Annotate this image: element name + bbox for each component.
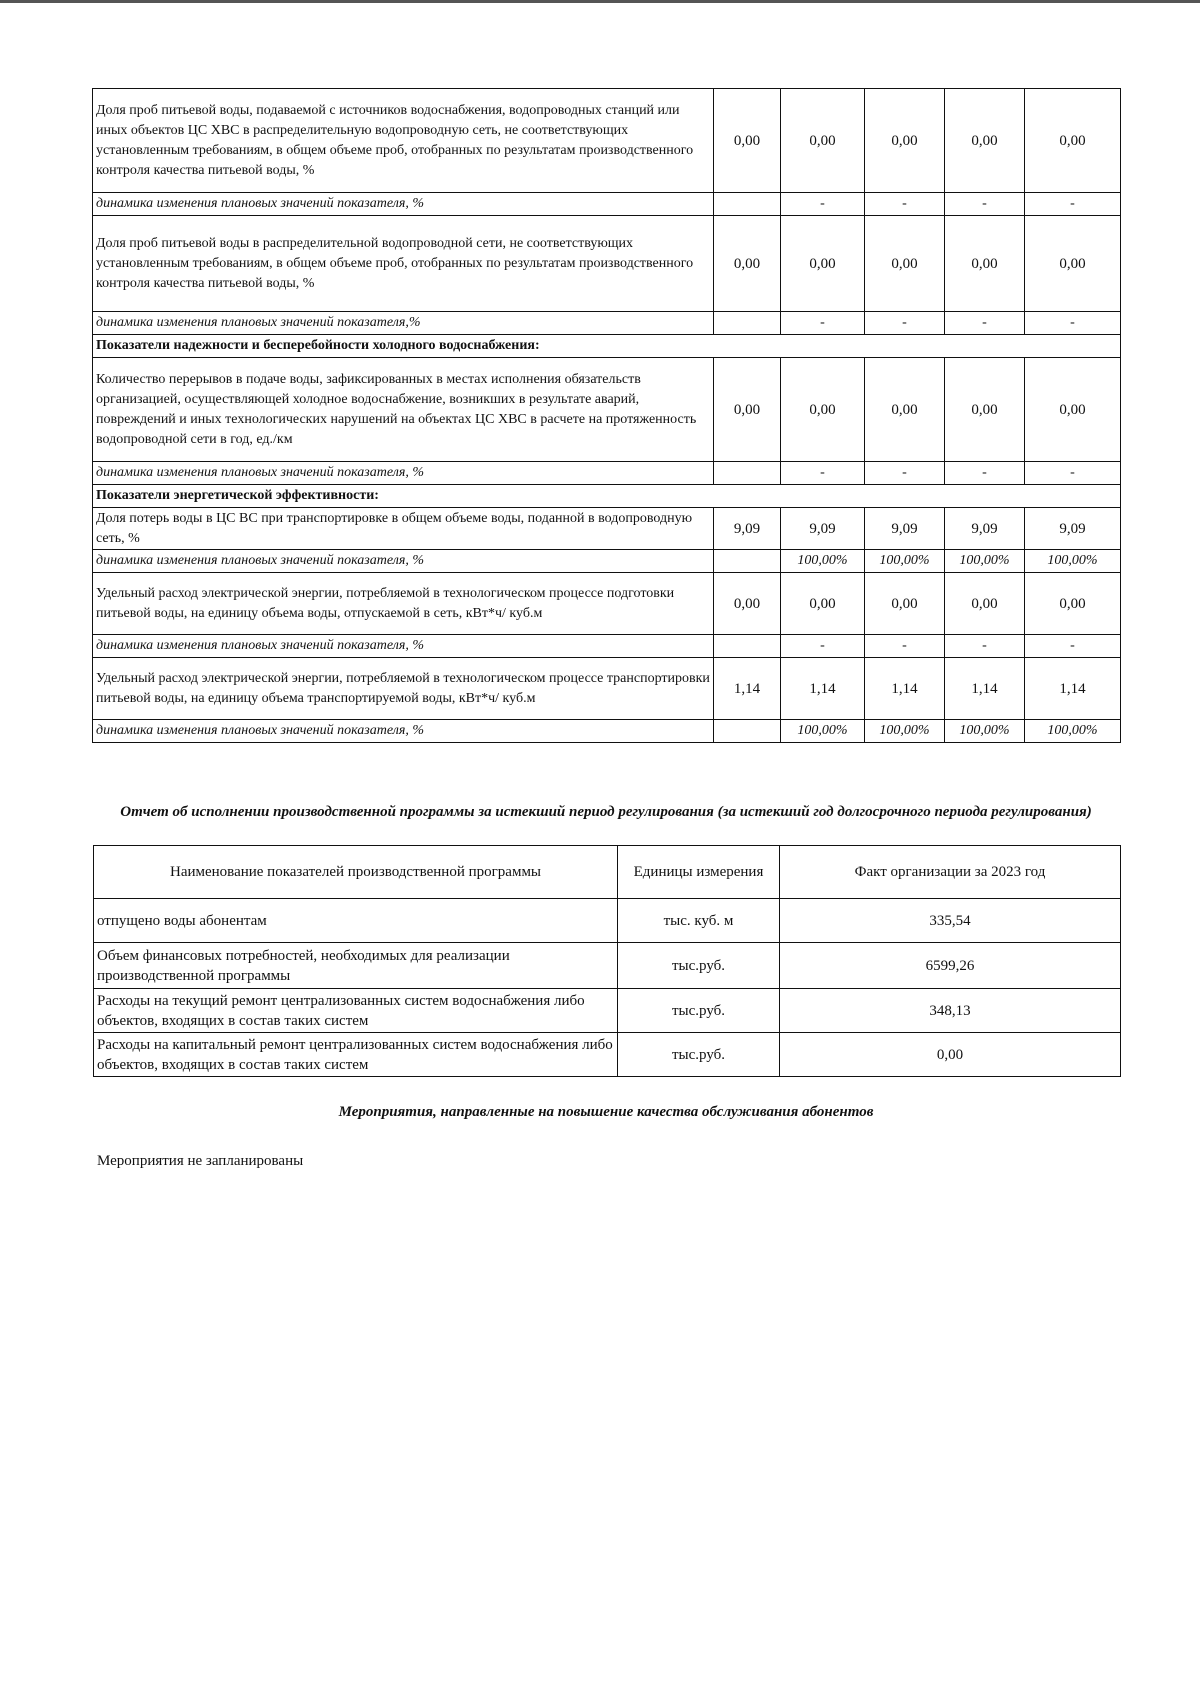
indicator-value: 0,00 <box>945 573 1025 635</box>
indicator-value: 0,00 <box>781 573 865 635</box>
indicator-value: 0,00 <box>865 89 945 193</box>
report-name: Объем финансовых потребностей, необходимых для реализации производственной программы <box>94 943 618 989</box>
report-value: 348,13 <box>780 989 1121 1033</box>
dynamic-row <box>93 193 1121 216</box>
report-unit: тыс. куб. м <box>618 899 780 943</box>
indicator-value: - <box>781 312 865 335</box>
indicator-value: 1,14 <box>865 658 945 720</box>
indicator-value <box>714 193 781 216</box>
indicator-value: 0,00 <box>945 216 1025 312</box>
report-row <box>94 1033 1121 1077</box>
indicator-value: 0,00 <box>781 358 865 462</box>
indicator-value: 0,00 <box>1025 216 1121 312</box>
indicator-value: 0,00 <box>781 216 865 312</box>
indicators-table <box>92 88 1121 743</box>
indicator-value: 100,00% <box>781 550 865 573</box>
indicators-table-body <box>93 89 1121 743</box>
indicator-name: динамика изменения плановых значений показателя, % <box>93 635 714 658</box>
indicator-value: - <box>945 635 1025 658</box>
indicator-name: динамика изменения плановых значений показателя, % <box>93 462 714 485</box>
indicator-name: Удельный расход электрической энергии, потребляемой в технологическом процессе подготовки питьевой воды, на единицу объема воды, отпускаемой в сеть, кВт*ч/ куб.м <box>93 573 714 635</box>
indicator-value: 9,09 <box>781 508 865 550</box>
indicator-value: - <box>1025 312 1121 335</box>
measures-text: Мероприятия не запланированы <box>97 1153 304 1169</box>
report-table <box>93 845 1121 1077</box>
dynamic-row <box>93 635 1121 658</box>
indicator-value: - <box>945 312 1025 335</box>
dynamic-row <box>93 720 1121 743</box>
indicator-value: 100,00% <box>945 720 1025 743</box>
indicator-value: 0,00 <box>781 89 865 193</box>
indicator-row <box>93 658 1121 720</box>
indicator-value: 0,00 <box>1025 89 1121 193</box>
indicator-value: 9,09 <box>865 508 945 550</box>
indicator-value: - <box>781 193 865 216</box>
indicator-value: 1,14 <box>781 658 865 720</box>
dynamic-row <box>93 550 1121 573</box>
indicator-name: Доля потерь воды в ЦС ВС при транспортировке в общем объеме воды, поданной в водопроводную сеть, % <box>93 508 714 550</box>
indicator-value <box>714 550 781 573</box>
indicator-name: Доля проб питьевой воды в распределительной водопроводной сети, не соответствующих установленным требованиям, в общем объеме проб, отобранных по результатам производственного контроля качества питьевой воды, % <box>93 216 714 312</box>
indicator-name: Доля проб питьевой воды, подаваемой с источников водоснабжения, водопроводных станций или иных объектов ЦС ХВС в распределительную водопроводную сеть, не соответствующих установленным требованиям, в общем объеме проб, отобранных по результатам производственного контроля качества питьевой воды, % <box>93 89 714 193</box>
indicator-value: 1,14 <box>714 658 781 720</box>
indicator-value: 9,09 <box>945 508 1025 550</box>
indicator-value: 9,09 <box>1025 508 1121 550</box>
report-header-row <box>94 846 1121 899</box>
indicator-value: - <box>945 462 1025 485</box>
indicator-value <box>714 720 781 743</box>
indicator-value: - <box>1025 193 1121 216</box>
indicator-row <box>93 358 1121 462</box>
report-title: Отчет об исполнении производственной программы за истекший период регулирования (за истекший год долгосрочного периода регулирования) <box>120 804 1092 820</box>
report-unit: тыс.руб. <box>618 1033 780 1077</box>
indicator-value: 0,00 <box>945 358 1025 462</box>
section-title: Показатели надежности и бесперебойности холодного водоснабжения: <box>93 335 1121 358</box>
indicator-value: 0,00 <box>865 573 945 635</box>
indicator-row <box>93 573 1121 635</box>
indicator-value: - <box>1025 462 1121 485</box>
indicator-value: 100,00% <box>781 720 865 743</box>
indicator-value: - <box>1025 635 1121 658</box>
indicator-value: - <box>781 635 865 658</box>
indicator-value: - <box>865 635 945 658</box>
indicator-name: Удельный расход электрической энергии, потребляемой в технологическом процессе транспортировки питьевой воды, на единицу объема транспортируемой воды, кВт*ч/ куб.м <box>93 658 714 720</box>
indicator-row <box>93 508 1121 550</box>
report-unit: тыс.руб. <box>618 943 780 989</box>
indicator-value: - <box>945 193 1025 216</box>
report-value: 0,00 <box>780 1033 1121 1077</box>
report-value: 6599,26 <box>780 943 1121 989</box>
indicator-value: 0,00 <box>865 216 945 312</box>
indicator-name: динамика изменения плановых значений показателя, % <box>93 720 714 743</box>
measures-title: Мероприятия, направленные на повышение качества обслуживания абонентов <box>338 1104 874 1120</box>
indicator-value: - <box>865 462 945 485</box>
dynamic-row <box>93 312 1121 335</box>
indicator-row <box>93 216 1121 312</box>
indicator-name: динамика изменения плановых значений показателя, % <box>93 193 714 216</box>
report-value: 335,54 <box>780 899 1121 943</box>
indicator-value: - <box>865 312 945 335</box>
indicator-value <box>714 635 781 658</box>
scan-top-edge <box>0 0 1200 3</box>
indicator-value: 100,00% <box>865 720 945 743</box>
indicator-value: 0,00 <box>714 89 781 193</box>
indicator-value: 0,00 <box>865 358 945 462</box>
section-row <box>93 485 1121 508</box>
indicator-value <box>714 462 781 485</box>
indicator-value: 1,14 <box>1025 658 1121 720</box>
report-header-name: Наименование показателей производственной программы <box>94 846 618 899</box>
indicator-value: 0,00 <box>945 89 1025 193</box>
section-row <box>93 335 1121 358</box>
indicator-value: 0,00 <box>714 216 781 312</box>
indicator-name: динамика изменения плановых значений показателя,% <box>93 312 714 335</box>
indicator-value: - <box>781 462 865 485</box>
indicator-value: 0,00 <box>714 358 781 462</box>
dynamic-row <box>93 462 1121 485</box>
report-table-body <box>94 899 1121 1077</box>
report-row <box>94 899 1121 943</box>
indicator-value: 100,00% <box>1025 550 1121 573</box>
report-header-unit: Единицы измерения <box>618 846 780 899</box>
indicator-value: 100,00% <box>1025 720 1121 743</box>
indicator-value: 100,00% <box>945 550 1025 573</box>
indicator-value: 1,14 <box>945 658 1025 720</box>
indicator-value: 0,00 <box>1025 573 1121 635</box>
report-name: Расходы на капитальный ремонт централизованных систем водоснабжения либо объектов, входящих в состав таких систем <box>94 1033 618 1077</box>
indicator-row <box>93 89 1121 193</box>
report-unit: тыс.руб. <box>618 989 780 1033</box>
indicator-name: динамика изменения плановых значений показателя, % <box>93 550 714 573</box>
report-row <box>94 989 1121 1033</box>
section-title: Показатели энергетической эффективности: <box>93 485 1121 508</box>
indicator-value: 100,00% <box>865 550 945 573</box>
indicator-value: 0,00 <box>1025 358 1121 462</box>
report-name: Расходы на текущий ремонт централизованных систем водоснабжения либо объектов, входящих в состав таких систем <box>94 989 618 1033</box>
report-row <box>94 943 1121 989</box>
indicator-value: 0,00 <box>714 573 781 635</box>
indicator-value: 9,09 <box>714 508 781 550</box>
indicator-value: - <box>865 193 945 216</box>
report-name: отпущено воды абонентам <box>94 899 618 943</box>
indicator-name: Количество перерывов в подаче воды, зафиксированных в местах исполнения обязательств организацией, осуществляющей холодное водоснабжение, возникших в результате аварий, повреждений и иных технологических нарушений на объектах ЦС ХВС в расчете на протяженность водопроводной сети в год, ед./км <box>93 358 714 462</box>
report-header-fact: Факт организации за 2023 год <box>780 846 1121 899</box>
indicator-value <box>714 312 781 335</box>
